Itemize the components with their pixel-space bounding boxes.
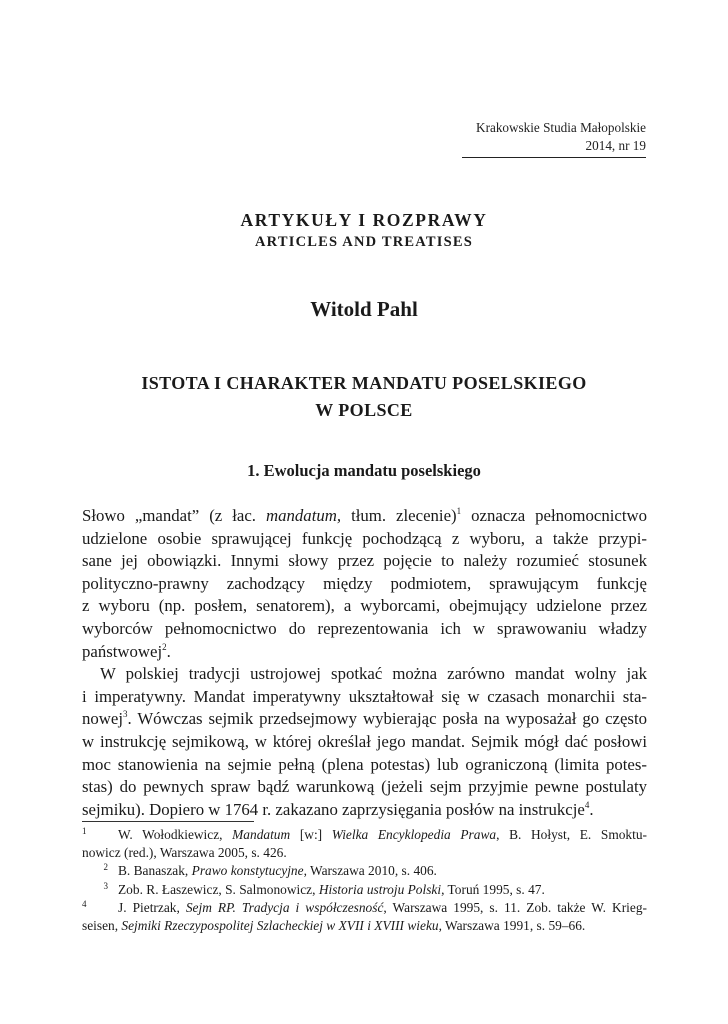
footnote-ref[interactable]: 4: [584, 799, 590, 810]
text-run: , B. Hołyst, E. Smoktu-: [496, 827, 647, 842]
italic-run: Wielka Encyklopedia Prawa: [331, 827, 497, 842]
footnote-ref[interactable]: 3: [123, 709, 128, 720]
body-line: stas) do pewnych spraw bądź warunkową (jeżeli sejm przyjmie pewne postulaty: [82, 777, 647, 797]
text-run: tłum. zlecenie): [341, 506, 457, 525]
text-run: B. Banaszak,: [118, 863, 192, 879]
journal-header: [420, 119, 646, 155]
body-line: sane jej obowiązki. Innymi słowy przez pojęcie to należy rozumieć stosunek: [82, 551, 647, 571]
section-title: ARTYKUŁY I ROZPRAWY: [240, 210, 488, 230]
section-subtitle: ARTICLES AND TREATISES: [255, 234, 473, 250]
body-line: [82, 505, 647, 528]
text-run: , Warszawa 1991, s. 59–66.: [438, 917, 586, 933]
italic-run: Sejm RP. Tradycja i współczesność: [185, 899, 384, 915]
body-line: polityczno-prawny zachodzący między podmiotem, sprawującym funkcję: [82, 573, 647, 593]
text-run: Zob. R. Łaszewicz, S. Salmonowicz,: [118, 881, 319, 897]
journal-name: Krakowskie Studia Małopolskie: [476, 120, 646, 135]
italic-run: Sejmiki Rzeczypospolitej Szlacheckiej w XVII i XVIII wieku: [121, 917, 439, 933]
body-line: W polskiej tradycji ustrojowej spotkać można zarówno mandat wolny jak: [100, 664, 647, 684]
italic-run: Mandatum: [232, 827, 291, 842]
text-run: [w:]: [290, 827, 332, 842]
footnote-ref[interactable]: 2: [162, 641, 167, 652]
text-run: państwowej: [82, 641, 163, 661]
text-run: .: [166, 641, 171, 661]
section-heading: 1. Ewolucja mandatu poselskiego: [247, 461, 481, 480]
body-line: [82, 708, 647, 731]
footnotes: [82, 826, 647, 935]
text-run: Słowo „mandat” (z łac.: [82, 506, 267, 525]
text-run: nowej: [82, 709, 124, 729]
footnote-line: nowicz (red.), Warszawa 2005, s. 426.: [82, 845, 287, 861]
footnote-rule: [82, 821, 254, 822]
text-run: , Toruń 1995, s. 47.: [441, 881, 545, 897]
text-run: oznacza pełnomocnictwo: [461, 506, 647, 525]
journal-issue: 2014, nr 19: [585, 138, 646, 153]
text-run: seisen,: [82, 917, 122, 933]
body-line: [82, 641, 647, 664]
italic-run: Historia ustroju Polski: [318, 881, 442, 897]
text-run: J. Pietrzak,: [118, 899, 186, 915]
header-rule: [462, 157, 646, 158]
body-line: i imperatywny. Mandat imperatywny ukształtował się w czasach monarchii sta-: [82, 686, 647, 706]
footnote-line: 1 W. Wołodkiewicz, Mandatum [w:] Wielka Encyklopedia Prawa, B. Hołyst, E. Smoktu-: [82, 826, 647, 842]
italic-run: mandatum,: [266, 506, 342, 525]
italic-run: Prawo konstytucyjne: [191, 863, 304, 879]
article-title-line: ISTOTA I CHARAKTER MANDATU POSELSKIEGO: [141, 373, 587, 393]
body-text: [82, 505, 647, 821]
body-line: [82, 799, 647, 822]
footnote-ref[interactable]: 1: [456, 506, 462, 516]
body-line: w instrukcję sejmikową, w której określał jego mandat. Sejmik mógł dać posłowi: [82, 731, 647, 751]
text-run: , Warszawa 1995, s. 11. Zob. także W. Krieg-: [383, 899, 647, 915]
body-line: wyborców pełnomocnictwo do reprezentowania ich w sprawowaniu władzy: [82, 618, 647, 638]
footnote-line: 4 J. Pietrzak, Sejm RP. Tradycja i współczesność, Warszawa 1995, s. 11. Zob. także W. Krieg-: [82, 898, 647, 915]
article-author: Witold Pahl: [310, 297, 418, 321]
footnote-line: 3 Zob. R. Łaszewicz, S. Salmonowicz, Historia ustroju Polski, Toruń 1995, s. 47.: [103, 880, 545, 897]
body-line: udzielone osobie sprawującej funkcję pochodzącą z wyboru, a także przypi-: [82, 528, 647, 548]
body-line: moc stanowienia na sejmie pełną (plena potestas) lub ograniczoną (limita potes-: [82, 754, 647, 774]
text-run: sejmiku). Dopiero w 1764 r. zakazano zaprzysięgania posłów na instrukcje: [82, 799, 585, 819]
article-title-line: W POLSCE: [315, 400, 413, 420]
text-run: . Wówczas sejmik przedsejmowy wybierając posła na wyposażał go często: [127, 709, 647, 729]
article-title: [0, 370, 728, 424]
body-line: z wyboru (np. posłem, senatorem), a wyborcami, obejmujący udzielone przez: [82, 596, 647, 616]
text-run: W. Wołodkiewicz,: [118, 827, 233, 842]
text-run: .: [589, 799, 594, 819]
footnote-line: 2 B. Banaszak, Prawo konstytucyjne, Warszawa 2010, s. 406.: [103, 862, 437, 879]
text-run: , Warszawa 2010, s. 406.: [303, 863, 437, 879]
footnote-line: [82, 917, 647, 935]
